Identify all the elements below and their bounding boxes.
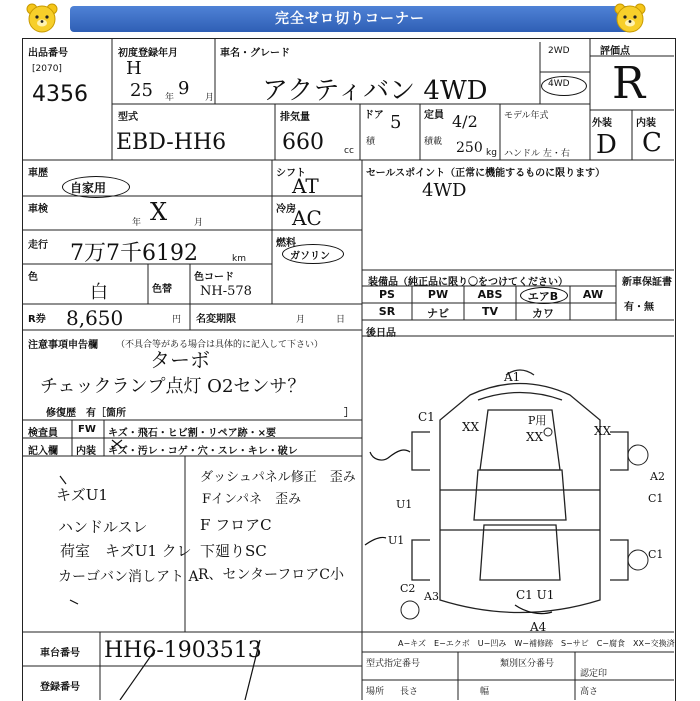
mark-c1-right: C1 (648, 492, 664, 505)
lot-no: 4356 (32, 82, 88, 107)
chassis-no-value: HH6-1903513 (104, 638, 262, 663)
fuel-value: ガソリン (290, 251, 330, 262)
chassis-no-label: 車台番号 (40, 648, 80, 659)
mark-a4: A4 (530, 620, 547, 634)
equipment-label: 装備品（純正品に限り〇をつけてください） (368, 277, 568, 288)
month-char: 月 (205, 93, 215, 103)
history-label: 車歴 (28, 168, 48, 179)
mark-xx-3: XX (594, 424, 612, 438)
chassis-hdr-2: 類別区分番号 (500, 659, 555, 669)
mark-a2: A2 (650, 470, 665, 483)
equip-airbag: エアB (527, 290, 559, 303)
rear-seat-label: 後日品 (366, 328, 396, 339)
left-note-1: キズU1 (56, 486, 108, 504)
equip-sr: SR (378, 305, 396, 318)
4wd-option: 4WD (548, 79, 570, 89)
model-label: 型式 (118, 112, 138, 123)
doors-value: 5 (390, 112, 402, 133)
equip-ps: PS (379, 288, 395, 301)
equip-abs: ABS (477, 288, 503, 301)
color-value: 白 (90, 282, 108, 303)
left-note-3: 荷室 キズU1 クレ (60, 542, 192, 560)
name-change-label: 名変期限 (196, 314, 236, 325)
inspect-year-char: 年 (132, 218, 142, 228)
damage-legend: A−キズ E−エクボ U−凹み W−補修跡 S−サビ C−腐食 XX−交換済 (398, 639, 675, 648)
mileage-value: 7万7千6192 (70, 241, 198, 266)
remark-5: R、センターフロアC小 (198, 567, 344, 583)
inspector-label: 検査員 (28, 428, 58, 439)
displacement-value: 660 (282, 130, 324, 155)
handle-label: ハンドル 左・右 (504, 149, 570, 159)
color-change-label: 色替 (152, 284, 172, 295)
2wd-option: 2WD (548, 46, 570, 56)
color-code-label: 色コード (194, 272, 234, 283)
load-value: 250 (456, 140, 483, 156)
inspection-row1: キズ・飛石・ヒビ割・リペア跡・×要 (108, 428, 276, 439)
equip-leather: カワ (532, 307, 554, 320)
remark-4: 下廻りSC (200, 542, 267, 560)
shift-value: AT (292, 174, 319, 198)
repair-end: ］ (344, 408, 354, 419)
dims-width: 幅 (480, 687, 490, 697)
left-note-4: カーゴバン消しアト A (58, 569, 199, 585)
remark-1: ダッシュパネル修正 歪み (200, 470, 356, 485)
notes-title: 注意事項申告欄 (28, 340, 98, 351)
inspect-month-char: 月 (194, 218, 204, 228)
mark-a1: A1 (504, 370, 521, 384)
name-grade-label: 車名・グレード (220, 48, 290, 59)
mark-xx-2: XX (526, 430, 544, 444)
dims-height: 高さ (580, 687, 599, 697)
year-char: 年 (165, 93, 175, 103)
sales-point-value: 4WD (422, 180, 467, 201)
name-change-day: 日 (336, 315, 346, 325)
yen-unit: 円 (172, 315, 182, 325)
mark-u1-left-2: U1 (388, 534, 405, 547)
color-label: 色 (28, 272, 38, 283)
mileage-label: 走行 (28, 240, 48, 251)
mark-c1-u1: C1 U1 (516, 588, 555, 602)
color-code-value: NH-578 (200, 284, 252, 299)
lot-no-label: 出品番号 (28, 48, 68, 59)
mark-fw-x (116, 418, 125, 433)
inspect-year: X (150, 198, 168, 226)
interior-label: 内装 (76, 446, 96, 457)
name-change-month: 月 (296, 315, 306, 325)
equip-pw: PW (427, 288, 449, 301)
cc-unit: cc (344, 146, 354, 156)
first-reg-month: 9 (178, 78, 190, 99)
kg-unit: kg (486, 148, 497, 158)
equip-navi: ナビ (427, 307, 449, 320)
eval-interior: C (642, 128, 662, 158)
auth-stamp-label: 認定印 (580, 669, 608, 679)
mark-u1-left: U1 (396, 498, 413, 511)
eval-total: R (612, 58, 646, 109)
left-note-2: ハンドルスレ (58, 518, 148, 536)
mark-p: P用 (528, 414, 547, 427)
ton-label: 積 (366, 137, 376, 147)
mark-c1-front: C1 (418, 410, 435, 424)
place-label: 場所 (366, 687, 385, 697)
capacity-value: 4/2 (452, 112, 478, 131)
recycle-label: R券 (28, 314, 46, 325)
equip-aw: AW (582, 288, 604, 301)
history-value: 自家用 (70, 181, 107, 195)
inspection-row2: キズ・汚レ・コゲ・穴・スレ・キレ・破レ (108, 446, 298, 457)
displacement-label: 排気量 (280, 112, 310, 123)
shift-label: シフト (276, 168, 306, 179)
mark-c1-right-2: C1 (648, 548, 664, 561)
load-label: 積載 (424, 137, 443, 147)
warranty-options: 有・無 (624, 302, 654, 313)
chassis-hdr-1: 型式指定番号 (366, 659, 421, 669)
first-reg-label: 初度登録年月 (118, 48, 178, 59)
lot-no-code: [2070] (32, 64, 62, 74)
car-name: アクティバン 4WD (262, 76, 488, 106)
ac-value: AC (292, 206, 322, 230)
dims-length: 長さ (400, 687, 419, 697)
capacity-label: 定員 (424, 110, 444, 121)
remark-2: Fインパネ 歪み (202, 492, 302, 507)
mark-xx-1: XX (462, 420, 480, 434)
mark-a3: A3 (424, 590, 439, 603)
fuel-label: 燃料 (276, 238, 296, 249)
model-value: EBD-HH6 (116, 130, 227, 155)
header-title: 完全ゼロ切りコーナー (70, 6, 630, 32)
reg-no-label: 登録番号 (40, 682, 80, 693)
warranty-label: 新車保証書 (622, 277, 672, 288)
mark-c2: C2 (400, 582, 416, 595)
ac-label: 冷房 (276, 204, 296, 215)
first-reg-year: 25 (130, 80, 153, 101)
sales-point-label: セールスポイント（正常に機能するものに限ります） (366, 168, 606, 179)
evaluation-label: 評価点 (600, 46, 630, 57)
recorder-label: 記入欄 (28, 446, 58, 457)
doors-label: ドア (364, 110, 384, 121)
model-year-label: モデル年式 (504, 111, 549, 121)
recycle-value: 8,650 (66, 306, 124, 330)
interior-grade-label: 内装 (636, 118, 656, 129)
inspect-label: 車検 (28, 204, 48, 215)
km-unit: km (232, 254, 246, 264)
first-reg-era: H (126, 58, 142, 79)
notes-sub: （不具合等がある場合は具体的に記入して下さい） (116, 340, 324, 350)
equip-tv: TV (481, 305, 499, 318)
eval-exterior: D (596, 130, 617, 160)
notes-line-2: チェックランプ点灯 O2センサ？ (40, 376, 306, 397)
repair-label: 修復歴 有［箇所 (46, 408, 126, 419)
fw-label: FW (78, 424, 96, 435)
notes-line-1: ターボ (150, 348, 210, 372)
car-diagram (412, 370, 628, 613)
exterior-label: 外装 (592, 118, 612, 129)
remark-3: F フロアC (200, 516, 272, 534)
